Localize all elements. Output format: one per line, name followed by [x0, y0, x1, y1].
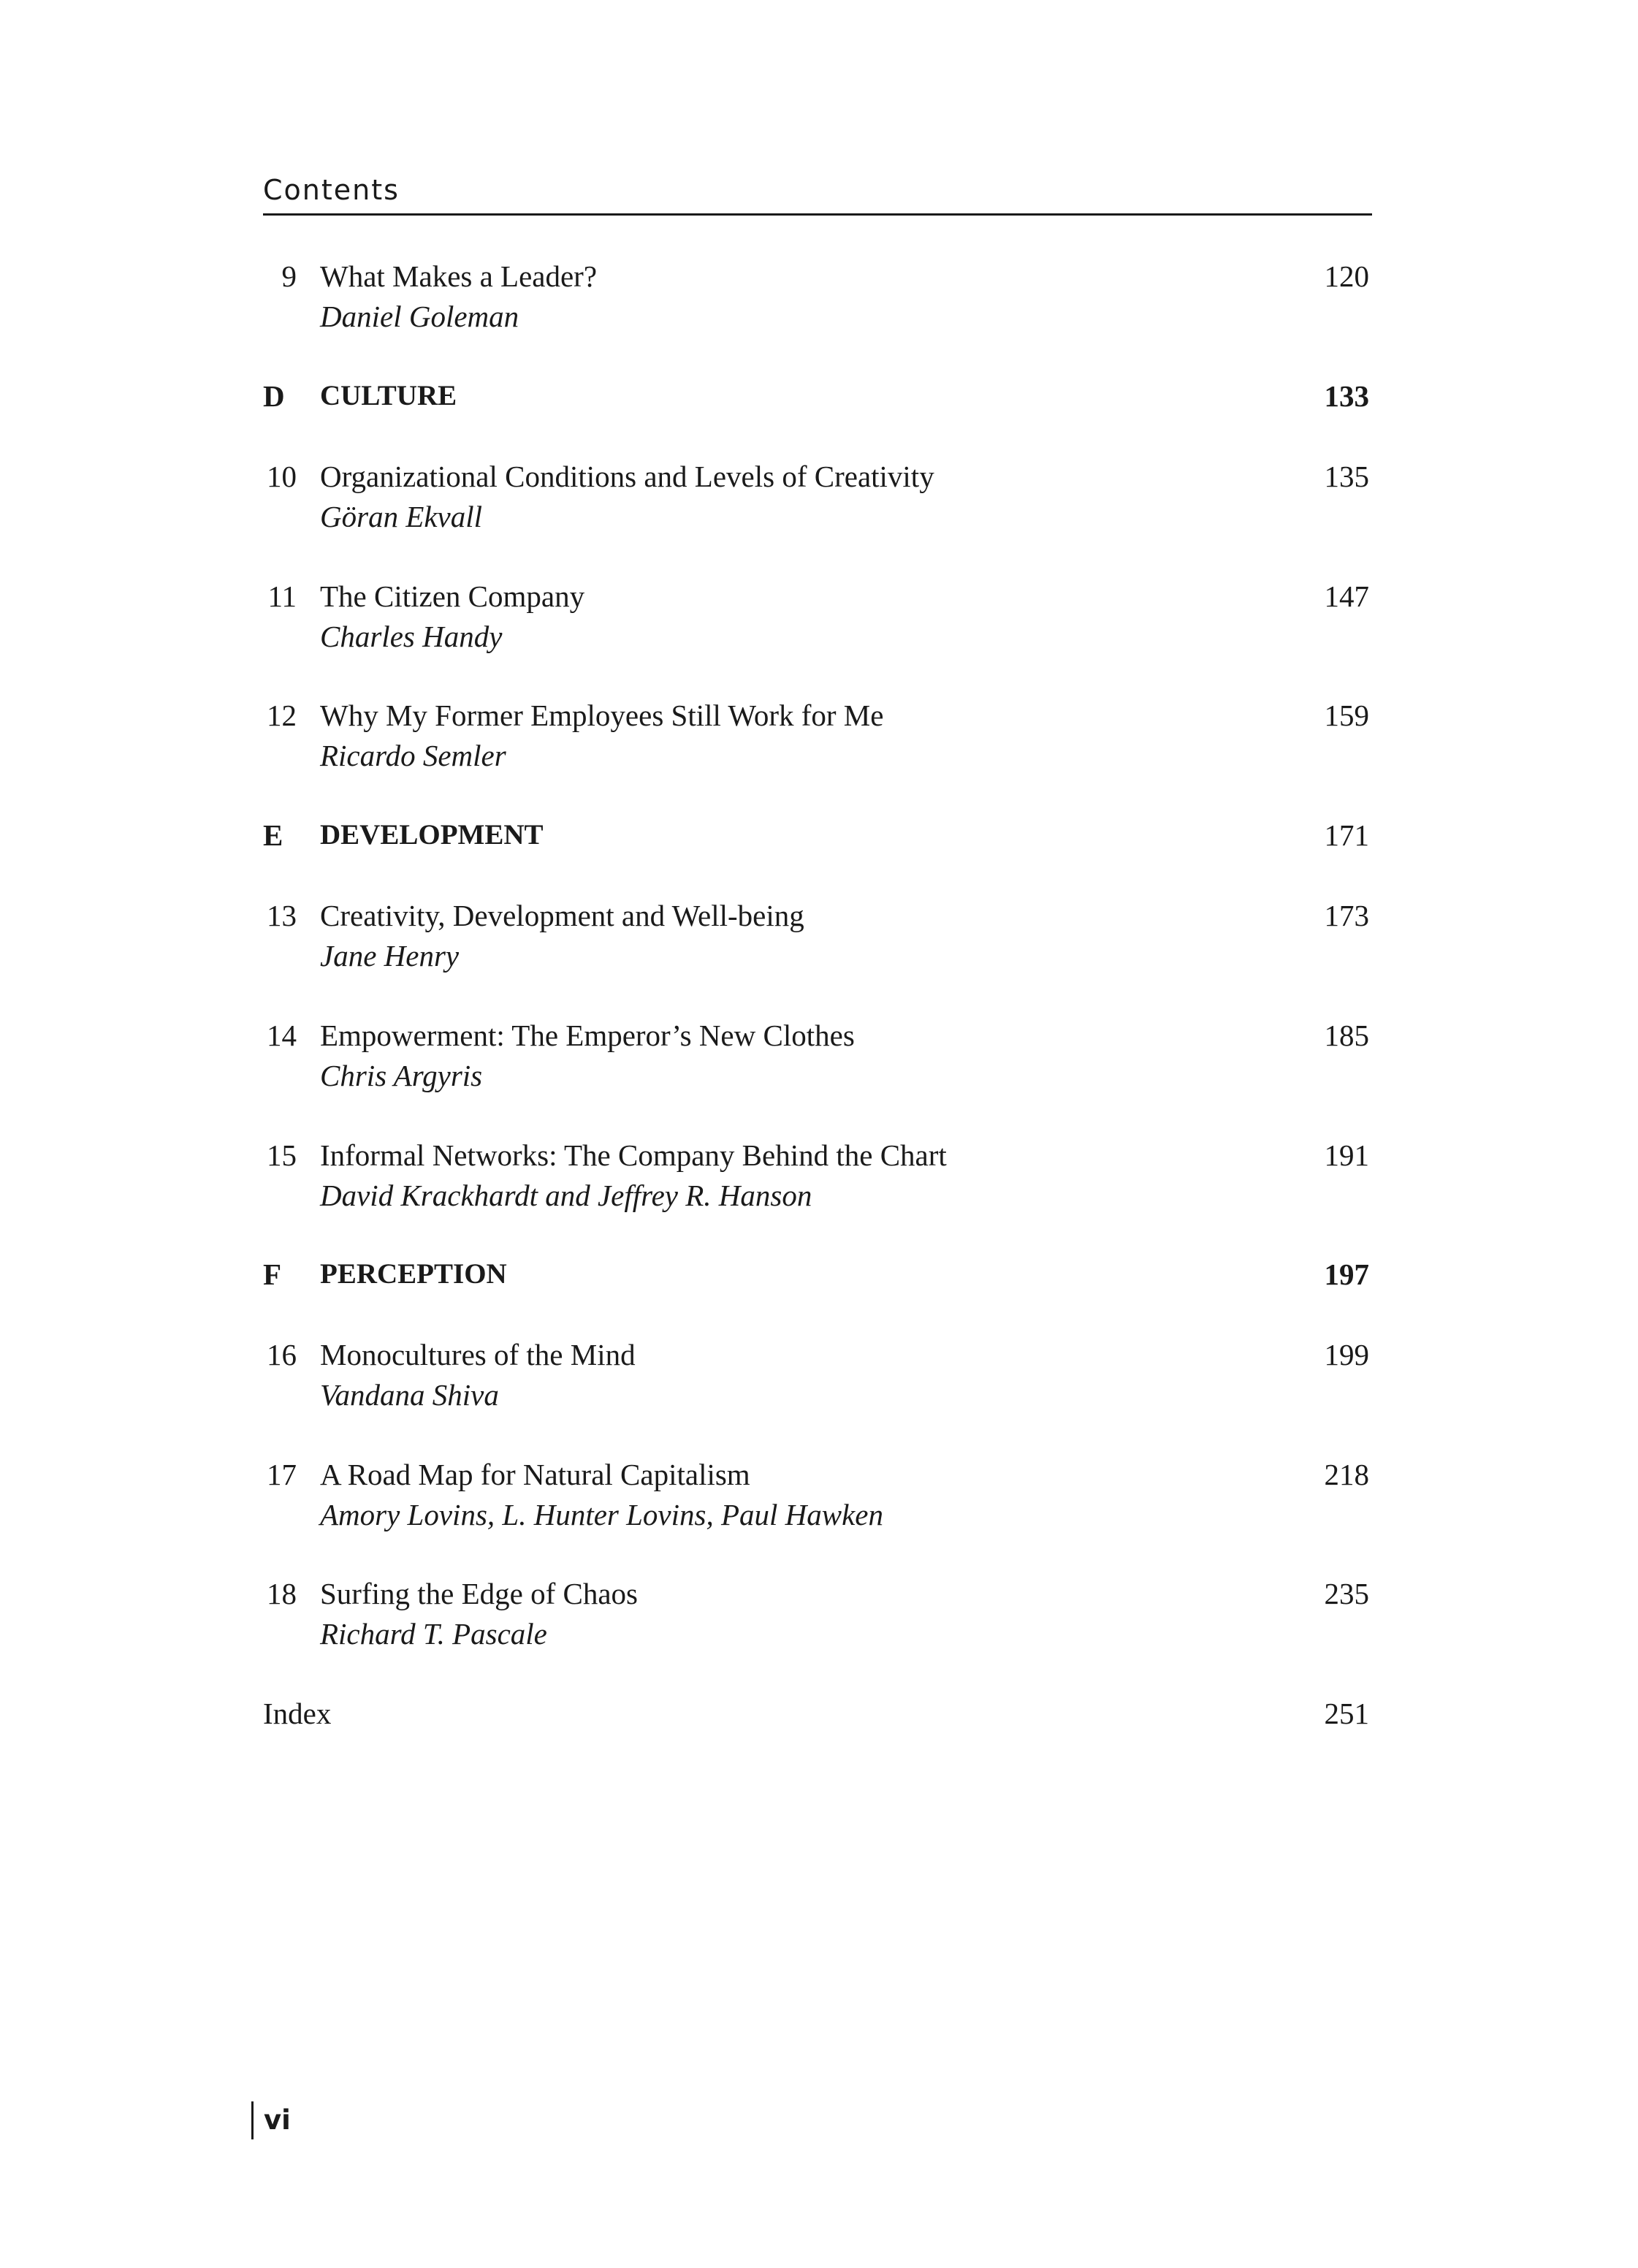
- page-number: 159: [1324, 699, 1369, 732]
- chapter-title: The Citizen Company: [320, 579, 585, 613]
- toc-entry-chapter-10: [263, 456, 1372, 544]
- toc-entry-chapter-18: [263, 1573, 1372, 1661]
- part-title: PERCEPTION: [320, 1258, 507, 1290]
- chapter-title: A Road Map for Natural Capitalism: [320, 1458, 750, 1491]
- page-number: 171: [1324, 818, 1369, 852]
- part-title: DEVELOPMENT: [320, 819, 544, 850]
- chapter-number: 12: [267, 699, 297, 732]
- part-letter: D: [263, 379, 285, 413]
- chapter-author: Vandana Shiva: [320, 1378, 499, 1412]
- page-number: 120: [1324, 259, 1369, 293]
- chapter-number: 14: [267, 1019, 297, 1052]
- toc-entry-chapter-16: [263, 1334, 1372, 1422]
- page-number: 191: [1324, 1138, 1369, 1172]
- chapter-author: Jane Henry: [320, 939, 460, 973]
- page-number: 199: [1324, 1338, 1369, 1371]
- page-number: 218: [1324, 1458, 1369, 1491]
- index-title: Index: [263, 1697, 332, 1730]
- chapter-title: What Makes a Leader?: [320, 259, 598, 293]
- page-folio: vi: [251, 2101, 291, 2139]
- chapter-title: Monocultures of the Mind: [320, 1338, 636, 1371]
- chapter-title: Creativity, Development and Well-being: [320, 899, 804, 932]
- chapter-author: Ricardo Semler: [320, 739, 506, 772]
- toc-entry-chapter-15: [263, 1135, 1372, 1222]
- chapter-title: Surfing the Edge of Chaos: [320, 1577, 638, 1610]
- chapter-author: Göran Ekvall: [320, 500, 483, 533]
- page-number: 251: [1324, 1697, 1369, 1730]
- chapter-title: Organizational Conditions and Levels of Creativity: [320, 460, 934, 493]
- running-header: [263, 172, 1372, 216]
- chapter-title: Informal Networks: The Company Behind the Chart: [320, 1138, 947, 1172]
- toc-entry-chapter-14: [263, 1015, 1372, 1103]
- part-letter: F: [263, 1257, 282, 1291]
- toc-entry-chapter-17: [263, 1454, 1372, 1542]
- page-number: 235: [1324, 1577, 1369, 1610]
- toc-entry-index: [263, 1693, 1372, 1781]
- toc-entry-chapter-13: [263, 895, 1372, 983]
- page-number: 197: [1324, 1257, 1369, 1291]
- page-number: 185: [1324, 1019, 1369, 1052]
- part-letter: E: [263, 818, 283, 852]
- chapter-number: 10: [267, 460, 297, 493]
- toc-entry-chapter-11: [263, 576, 1372, 663]
- chapter-author: David Krackhardt and Jeffrey R. Hanson: [320, 1179, 812, 1212]
- toc-entry-chapter-12: [263, 695, 1372, 783]
- chapter-title: Why My Former Employees Still Work for Me: [320, 699, 884, 732]
- chapter-author: Charles Handy: [320, 620, 503, 653]
- chapter-author: Richard T. Pascale: [320, 1617, 547, 1651]
- page-number: 147: [1324, 579, 1369, 613]
- page-number: 135: [1324, 460, 1369, 493]
- chapter-number: 17: [267, 1458, 297, 1491]
- toc-entry-part-d: [263, 376, 1372, 463]
- toc-entry-part-f: [263, 1254, 1372, 1342]
- chapter-title: Empowerment: The Emperor’s New Clothes: [320, 1019, 855, 1052]
- toc-entry-part-e: [263, 815, 1372, 902]
- page-number: 173: [1324, 899, 1369, 932]
- chapter-author: Daniel Goleman: [320, 300, 519, 333]
- running-header-title: Contents: [263, 174, 400, 206]
- part-title: CULTURE: [320, 380, 457, 411]
- chapter-author: Chris Argyris: [320, 1059, 483, 1092]
- chapter-author: Amory Lovins, L. Hunter Lovins, Paul Hawken: [320, 1498, 883, 1531]
- chapter-number: 9: [281, 259, 297, 293]
- chapter-number: 15: [267, 1138, 297, 1172]
- toc-entry-chapter-9: [263, 256, 1372, 343]
- chapter-number: 18: [267, 1577, 297, 1610]
- chapter-number: 13: [267, 899, 297, 932]
- chapter-number: 11: [267, 579, 297, 613]
- page-number: 133: [1324, 379, 1369, 413]
- chapter-number: 16: [267, 1338, 297, 1371]
